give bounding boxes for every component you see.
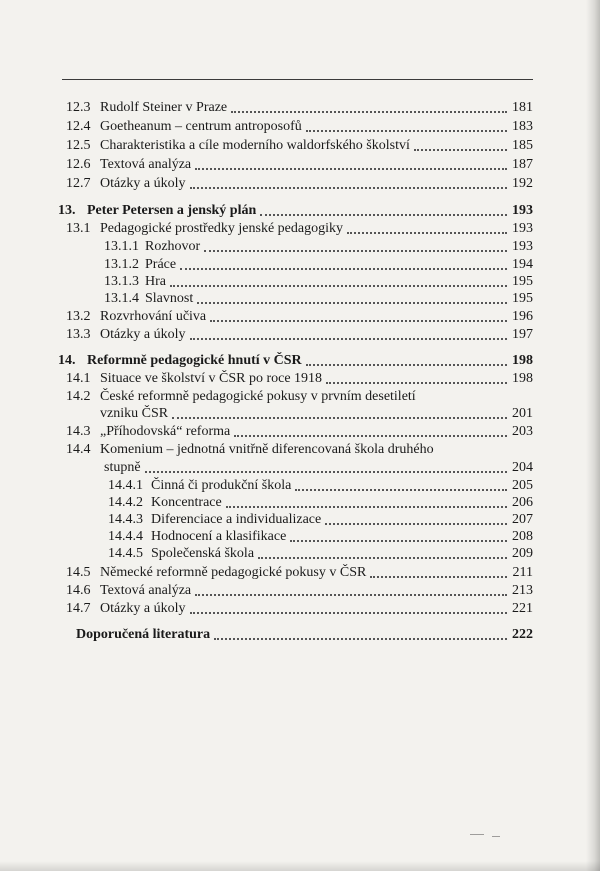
toc-title: Německé reformně pedagogické pokusy v ČSR bbox=[100, 565, 367, 580]
dot-leader bbox=[210, 320, 507, 322]
dot-leader bbox=[370, 576, 507, 578]
toc-title: stupně bbox=[104, 460, 141, 475]
toc-entry bbox=[66, 325, 533, 343]
toc-title: Rozvrhování učiva bbox=[100, 309, 207, 324]
toc-number: 12.5 bbox=[66, 138, 91, 153]
dot-leader bbox=[204, 250, 507, 252]
dot-leader bbox=[234, 435, 507, 437]
toc-page: 187 bbox=[512, 157, 533, 172]
toc-title: Textová analýza bbox=[100, 157, 192, 172]
toc-page: 192 bbox=[512, 176, 533, 191]
toc-entry bbox=[108, 476, 533, 494]
toc-entry bbox=[108, 510, 533, 528]
toc-page: 181 bbox=[512, 100, 533, 115]
toc-entry bbox=[108, 493, 533, 511]
toc-page: 221 bbox=[512, 601, 533, 616]
toc-title: Společenská škola bbox=[151, 546, 255, 561]
toc-title: Charakteristika a cíle moderního waldorfského školství bbox=[100, 138, 410, 153]
toc-number: 12.3 bbox=[66, 100, 91, 115]
toc-title: Goetheanum – centrum antroposofů bbox=[100, 119, 302, 134]
paper-mark bbox=[492, 836, 500, 837]
toc-number: 14.4.1 bbox=[108, 478, 143, 493]
toc-title: Rudolf Steiner v Praze bbox=[100, 100, 228, 115]
toc-number: 14.5 bbox=[66, 565, 91, 580]
toc-entry bbox=[66, 136, 533, 154]
toc-title: Textová analýza bbox=[100, 583, 192, 598]
toc-entry bbox=[66, 581, 533, 599]
dot-leader bbox=[145, 471, 507, 473]
toc-page: 195 bbox=[512, 291, 533, 306]
toc-number: 13.3 bbox=[66, 327, 91, 342]
toc-title: České reformně pedagogické pokusy v prvním desetiletí bbox=[100, 389, 416, 404]
toc-chapter bbox=[58, 201, 533, 219]
toc-title: Reformně pedagogické hnutí v ČSR bbox=[87, 353, 302, 368]
dot-leader bbox=[290, 540, 507, 542]
toc-page: 198 bbox=[512, 353, 533, 368]
toc-number: 13.1.3 bbox=[104, 274, 139, 289]
toc-entry bbox=[104, 237, 533, 255]
toc-entry bbox=[104, 272, 533, 290]
toc-page: 196 bbox=[512, 309, 533, 324]
toc-entry bbox=[66, 98, 533, 116]
toc-number: 13.1.2 bbox=[104, 257, 139, 272]
toc-page: 208 bbox=[512, 529, 533, 544]
toc-title: Hodnocení a klasifikace bbox=[151, 529, 287, 544]
toc-entry bbox=[66, 440, 533, 458]
toc-number: 13.2 bbox=[66, 309, 91, 324]
toc-title: Hra bbox=[145, 274, 166, 289]
toc-number: 14.4.3 bbox=[108, 512, 143, 527]
toc-page: 201 bbox=[512, 406, 533, 421]
toc-number: 12.6 bbox=[66, 157, 91, 172]
dot-leader bbox=[180, 268, 507, 270]
toc-number: 14.4.5 bbox=[108, 546, 143, 561]
dot-leader bbox=[195, 594, 507, 596]
dot-leader bbox=[197, 302, 507, 304]
toc-entry bbox=[66, 174, 533, 192]
toc-number: 14.4.2 bbox=[108, 495, 143, 510]
dot-leader bbox=[414, 149, 507, 151]
toc-title: Otázky a úkoly bbox=[100, 327, 186, 342]
page-edge-shadow bbox=[586, 0, 600, 871]
toc-entry bbox=[66, 219, 533, 237]
toc-number: 14.3 bbox=[66, 424, 91, 439]
toc-number: 14.4.4 bbox=[108, 529, 143, 544]
toc-title: Diferenciace a individualizace bbox=[151, 512, 322, 527]
toc-page: 183 bbox=[512, 119, 533, 134]
toc-page: 195 bbox=[512, 274, 533, 289]
dot-leader bbox=[306, 130, 507, 132]
toc-page: 198 bbox=[512, 371, 533, 386]
dot-leader bbox=[325, 523, 507, 525]
toc-page: 206 bbox=[512, 495, 533, 510]
dot-leader bbox=[214, 638, 507, 640]
toc-page: 213 bbox=[512, 583, 533, 598]
toc-page: 203 bbox=[512, 424, 533, 439]
dot-leader bbox=[326, 382, 507, 384]
toc-title: Otázky a úkoly bbox=[100, 176, 186, 191]
toc-number: 13.1 bbox=[66, 221, 91, 236]
toc-entry bbox=[104, 255, 533, 273]
toc-page: 207 bbox=[512, 512, 533, 527]
toc-number: 14.1 bbox=[66, 371, 91, 386]
toc-number: 14. bbox=[58, 353, 76, 368]
toc-entry-continuation bbox=[100, 404, 533, 422]
toc-entry bbox=[66, 155, 533, 173]
toc-entry bbox=[66, 369, 533, 387]
toc-number: 14.2 bbox=[66, 389, 91, 404]
dot-leader bbox=[172, 417, 507, 419]
dot-leader bbox=[170, 285, 507, 287]
toc-number: 12.4 bbox=[66, 119, 91, 134]
toc-title: Situace ve školství v ČSR po roce 1918 bbox=[100, 371, 323, 386]
toc-entry bbox=[66, 422, 533, 440]
toc-page: 205 bbox=[512, 478, 533, 493]
toc-entry bbox=[108, 527, 533, 545]
dot-leader bbox=[190, 338, 507, 340]
toc-title: Peter Petersen a jenský plán bbox=[87, 203, 257, 218]
toc-title: Práce bbox=[145, 257, 177, 272]
toc-title: Pedagogické prostředky jenské pedagogiky bbox=[100, 221, 343, 236]
toc-page: 193 bbox=[512, 221, 533, 236]
toc-entry bbox=[66, 563, 533, 581]
toc-page: 194 bbox=[512, 257, 533, 272]
toc-entry bbox=[108, 544, 533, 562]
dot-leader bbox=[347, 232, 507, 234]
toc-entry bbox=[66, 387, 533, 405]
toc-entry bbox=[66, 599, 533, 617]
toc-title: Činná či produkční škola bbox=[151, 478, 292, 493]
toc-page: 211 bbox=[512, 565, 533, 580]
dot-leader bbox=[195, 168, 507, 170]
toc-page: 209 bbox=[512, 546, 533, 561]
toc-entry-continuation bbox=[104, 458, 533, 476]
toc-title: „Příhodovská“ reforma bbox=[100, 424, 231, 439]
toc-number: 13.1.1 bbox=[104, 239, 139, 254]
paper-mark bbox=[470, 834, 484, 835]
header-rule bbox=[62, 79, 533, 80]
toc-number: 13.1.4 bbox=[104, 291, 139, 306]
toc-page: 222 bbox=[512, 627, 533, 642]
dot-leader bbox=[295, 489, 507, 491]
dot-leader bbox=[231, 111, 507, 113]
dot-leader bbox=[226, 506, 507, 508]
toc-page: 193 bbox=[512, 203, 533, 218]
toc-title: vzniku ČSR bbox=[100, 406, 169, 421]
toc-title: Otázky a úkoly bbox=[100, 601, 186, 616]
dot-leader bbox=[306, 364, 507, 366]
toc-title: Koncentrace bbox=[151, 495, 222, 510]
toc-chapter bbox=[76, 625, 533, 643]
dot-leader bbox=[190, 187, 507, 189]
toc-page: 193 bbox=[512, 239, 533, 254]
toc-page: 185 bbox=[512, 138, 533, 153]
page-bottom-shadow bbox=[0, 861, 600, 871]
toc-chapter bbox=[58, 351, 533, 369]
dot-leader bbox=[190, 612, 507, 614]
toc-number: 14.6 bbox=[66, 583, 91, 598]
toc-page: 204 bbox=[512, 460, 533, 475]
toc-title: Rozhovor bbox=[145, 239, 201, 254]
dot-leader bbox=[260, 214, 507, 216]
toc-number: 12.7 bbox=[66, 176, 91, 191]
toc-entry bbox=[66, 307, 533, 325]
dot-leader bbox=[258, 557, 507, 559]
toc-title: Komenium – jednotná vnitřně diferencovaná škola druhého bbox=[100, 442, 434, 457]
toc-title: Slavnost bbox=[145, 291, 194, 306]
toc-entry bbox=[104, 289, 533, 307]
toc-number: 14.4 bbox=[66, 442, 91, 457]
toc-title: Doporučená literatura bbox=[76, 627, 211, 642]
toc-page: 197 bbox=[512, 327, 533, 342]
toc-number: 14.7 bbox=[66, 601, 91, 616]
toc-entry bbox=[66, 117, 533, 135]
toc-number: 13. bbox=[58, 203, 76, 218]
